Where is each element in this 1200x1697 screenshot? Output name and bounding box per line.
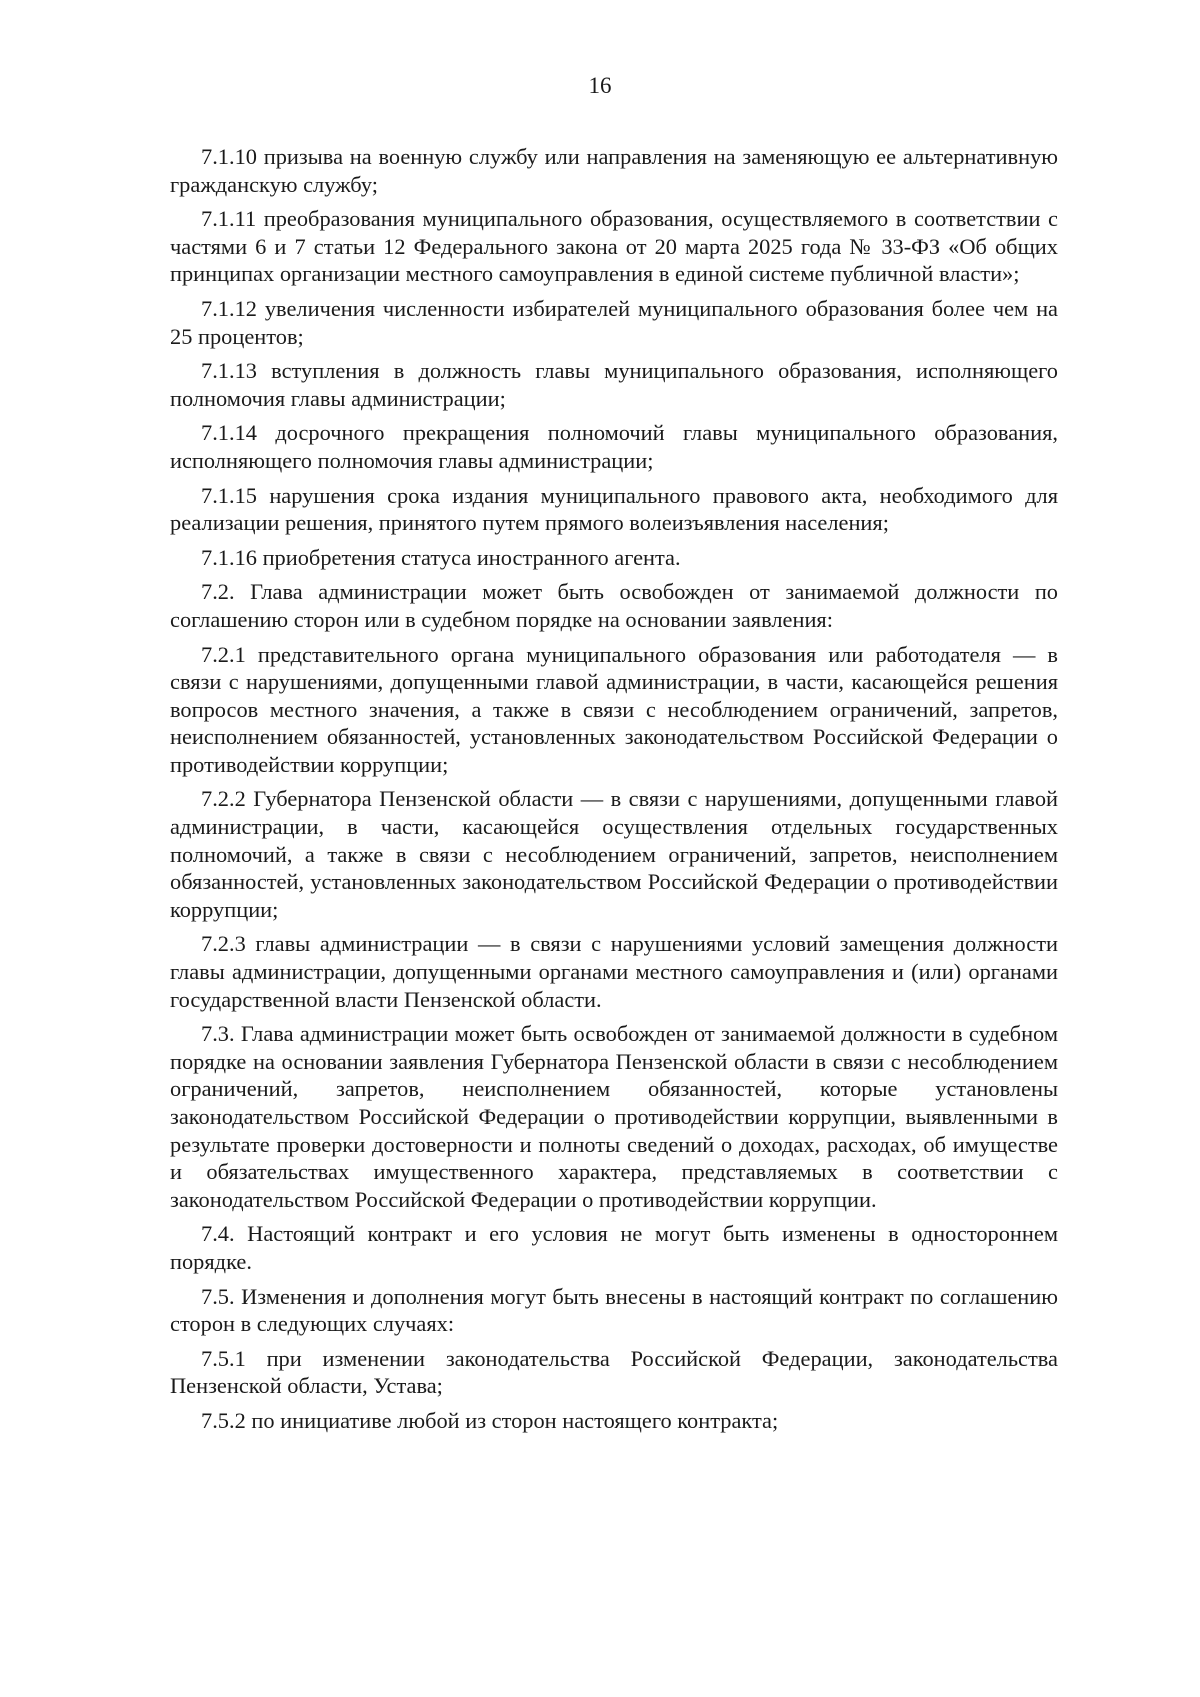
- paragraph-7-2-1: 7.2.1 представительного органа муниципального образования или работодателя — в связи с нарушениями, допущенными главой администрации, в части, касающейся решения вопросов местного значения, а также в связи с несоблюдением ограничений, запретов, неисполнением обязанностей, установленных законодательством Российской Федерации о противодействии коррупции;: [170, 641, 1058, 777]
- paragraph-7-1-13: 7.1.13 вступления в должность главы муниципального образования, исполняющего полномочия главы администрации;: [170, 358, 1058, 411]
- page-number: 16: [588, 73, 612, 98]
- paragraph-7-3: 7.3. Глава администрации может быть освобожден от занимаемой должности в судебном порядке на основании заявления Губернатора Пензенской области в связи с несоблюдением ограничений, запретов, неисполнением обязанностей, которые установлены законодательством Российской Федерации о противодействии коррупции, выявленными в результате проверки достоверности и полноты сведений о доходах, расходах, об имуществе и обязательствах имущественного характера, представляемых в соответствии с законодательством Российской Федерации о противодействии коррупции.: [170, 1021, 1058, 1212]
- paragraph-7-5: 7.5. Изменения и дополнения могут быть внесены в настоящий контракт по соглашению сторон в следующих случаях:: [170, 1283, 1058, 1337]
- document-body: [170, 143, 1058, 1442]
- paragraph-7-1-16: 7.1.16 приобретения статуса иностранного агента.: [201, 544, 681, 570]
- paragraph-7-1-14: 7.1.14 досрочного прекращения полномочий главы муниципального образования, исполняющего полномочия главы администрации;: [170, 420, 1058, 473]
- paragraph-7-5-1: 7.5.1 при изменении законодательства Российской Федерации, законодательства Пензенской области, Устава;: [170, 1345, 1058, 1399]
- paragraph-7-2-3: 7.2.3 главы администрации — в связи с нарушениями условий замещения должности главы администрации, допущенными органами местного самоуправления и (или) органами государственной власти Пензенской области.: [170, 931, 1058, 1012]
- paragraph-7-2-2: 7.2.2 Губернатора Пензенской области — в связи с нарушениями, допущенными главой администрации, в части, касающейся осуществления отдельных государственных полномочий, а также в связи с несоблюдением ограничений, запретов, неисполнением обязанностей, установленных законодательством Российской Федерации о противодействии коррупции;: [170, 786, 1058, 922]
- paragraph-7-5-2: 7.5.2 по инициативе любой из сторон настоящего контракта;: [201, 1407, 779, 1433]
- paragraph-7-2: 7.2. Глава администрации может быть освобожден от занимаемой должности по соглашению сторон или в судебном порядке на основании заявления:: [170, 579, 1058, 632]
- paragraph-7-1-15: 7.1.15 нарушения срока издания муниципального правового акта, необходимого для реализации решения, принятого путем прямого волеизъявления населения;: [170, 482, 1058, 536]
- paragraph-7-1-10: 7.1.10 призыва на военную службу или направления на заменяющую ее альтернативную гражданскую службу;: [170, 144, 1058, 197]
- paragraph-7-1-12: 7.1.12 увеличения численности избирателей муниципального образования более чем на 25 процентов;: [170, 295, 1058, 349]
- paragraph-7-4: 7.4. Настоящий контракт и его условия не могут быть изменены в одностороннем порядке.: [170, 1221, 1058, 1274]
- paragraph-7-1-11: 7.1.11 преобразования муниципального образования, осуществляемого в соответствии с частями 6 и 7 статьи 12 Федерального закона от 20 марта 2025 года № 33-ФЗ «Об общих принципах организации местного самоуправления в единой системе публичной власти»;: [170, 206, 1058, 287]
